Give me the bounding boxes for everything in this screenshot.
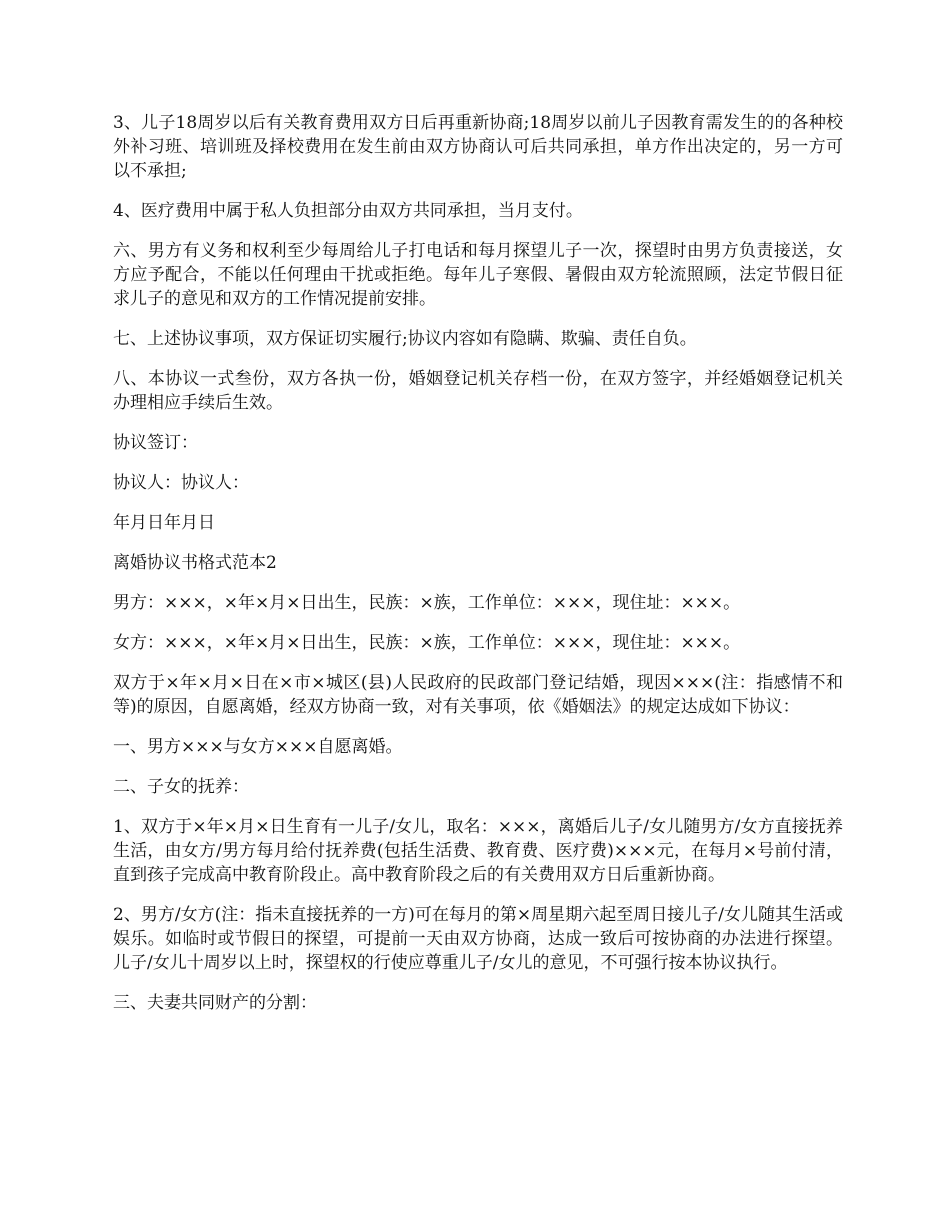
paragraph-education-costs: 3、儿子18周岁以后有关教育费用双方日后再重新协商;18周岁以前儿子因教育需发生的的各种校外补习班、培训班及择校费用在发生前由双方协商认可后共同承担，单方作出决定的，另一方可以不承担; <box>113 113 843 181</box>
paragraph-child-visitation: 2、男方/女方(注：指未直接抚养的一方)可在每月的第×周星期六起至周日接儿子/女儿随其生活或娱乐。如临时或节假日的探望，可提前一天由双方协商，达成一致后可按协商的办法进行探望。儿子/女儿十周岁以上时，探望权的行使应尊重儿子/女儿的意见，不可强行按本协议执行。 <box>113 905 843 973</box>
paragraph-female-party: 女方：×××，×年×月×日出生，民族：×族，工作单位：×××，现住址：×××。 <box>113 633 741 653</box>
paragraph-clause-1-divorce: 一、男方×××与女方×××自愿离婚。 <box>113 737 403 757</box>
paragraph-performance-guarantee: 七、上述协议事项，双方保证切实履行;协议内容如有隐瞒、欺骗、责任自负。 <box>113 329 697 349</box>
paragraph-copies-effective: 八、本协议一式叁份，双方各执一份，婚姻登记机关存档一份，在双方签字，并经婚姻登记机关办理相应手续后生效。 <box>113 369 843 413</box>
document-body <box>113 111 843 1031</box>
paragraph-clause-3-heading: 三、夫妻共同财产的分割： <box>113 993 317 1013</box>
section-title-template-2: 离婚协议书格式范本2 <box>113 553 277 573</box>
paragraph-clause-2-heading: 二、子女的抚养： <box>113 777 249 797</box>
paragraph-male-party: 男方：×××，×年×月×日出生，民族：×族，工作单位：×××，现住址：×××。 <box>113 593 741 613</box>
paragraph-dates: 年月日年月日 <box>113 513 215 533</box>
paragraph-signing-heading: 协议签订： <box>113 433 198 453</box>
paragraph-marriage-background: 双方于×年×月×日在×市×城区(县)人民政府的民政部门登记结婚，现因×××(注：指感情不和等)的原因，自愿离婚，经双方协商一致，对有关事项，依《婚姻法》的规定达成如下协议： <box>113 673 843 717</box>
paragraph-child-custody: 1、双方于×年×月×日生育有一儿子/女儿，取名：×××，离婚后儿子/女儿随男方/女方直接抚养生活，由女方/男方每月给付抚养费(包括生活费、教育费、医疗费)×××元，在每月×号前付清，直到孩子完成高中教育阶段止。高中教育阶段之后的有关费用双方日后重新协商。 <box>113 817 843 885</box>
paragraph-visitation-rights: 六、男方有义务和权利至少每周给儿子打电话和每月探望儿子一次，探望时由男方负责接送，女方应予配合，不能以任何理由干扰或拒绝。每年儿子寒假、暑假由双方轮流照顾，法定节假日征求儿子的意见和双方的工作情况提前安排。 <box>113 241 843 309</box>
paragraph-medical-costs: 4、医疗费用中属于私人负担部分由双方共同承担，当月支付。 <box>113 201 583 221</box>
paragraph-signatories: 协议人：协议人： <box>113 473 249 493</box>
